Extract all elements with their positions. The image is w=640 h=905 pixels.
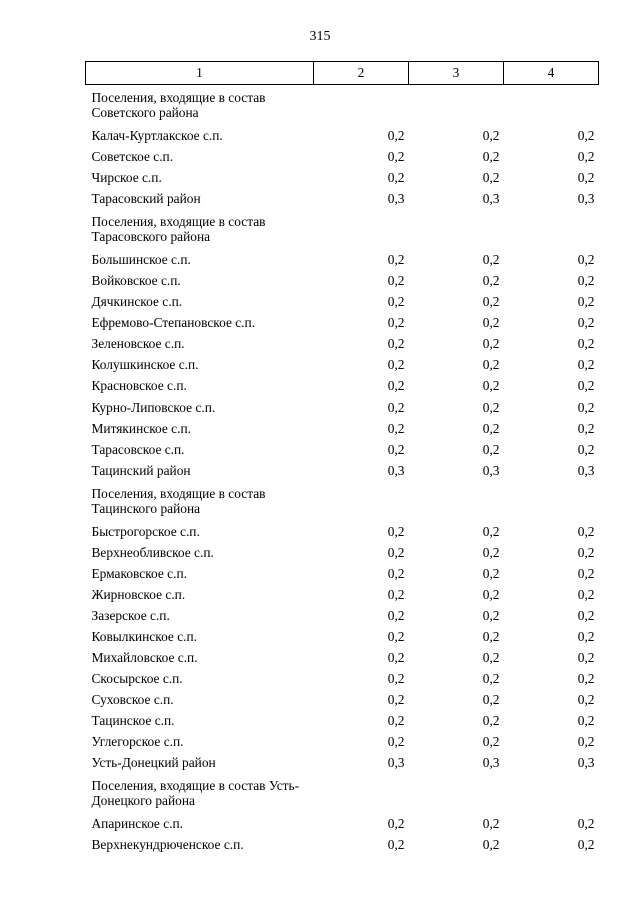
- value-col-4-cell: 0,2: [577, 734, 595, 750]
- value-col-4-cell: 0,2: [577, 544, 595, 560]
- table-row: [86, 354, 599, 375]
- value-col-3-cell: 0,2: [482, 170, 500, 186]
- value-col-3-cell: [409, 481, 504, 521]
- value-col-2-cell: 0,2: [387, 399, 405, 415]
- value-col-2-cell: 0,3: [387, 191, 405, 207]
- value-col-3-cell: 0,2: [482, 713, 500, 729]
- value-col-3-cell: 0,2: [482, 837, 500, 853]
- table-row: [86, 834, 599, 855]
- value-col-4-cell: 0,2: [577, 357, 595, 373]
- value-col-2-cell: 0,2: [387, 816, 405, 832]
- settlement-name-cell: Скосырское с.п.: [91, 671, 183, 687]
- table-group-row: [86, 209, 599, 249]
- value-col-3-cell: 0,2: [482, 378, 500, 394]
- value-col-2-cell: 0,2: [387, 837, 405, 853]
- table-group-row: [86, 773, 599, 813]
- table-row: [86, 605, 599, 626]
- settlement-name-cell: Тацинское с.п.: [91, 713, 175, 729]
- settlement-name-cell: Митякинское с.п.: [91, 420, 191, 436]
- data-table: [85, 61, 599, 855]
- value-col-2-cell: 0,2: [387, 128, 405, 143]
- settlement-name-cell: Жирновское с.п.: [91, 586, 186, 602]
- table-row: [86, 731, 599, 752]
- settlement-name-cell: Курно-Липовское с.п.: [91, 399, 216, 415]
- value-col-2-cell: 0,2: [387, 441, 405, 457]
- value-col-2-cell: 0,2: [387, 378, 405, 394]
- value-col-2-cell: 0,2: [387, 734, 405, 750]
- value-col-3-cell: 0,2: [482, 357, 500, 373]
- value-col-3-cell: 0,2: [482, 565, 500, 581]
- value-col-4-cell: 0,2: [577, 252, 595, 268]
- settlement-name-cell: Калач-Куртлакское с.п.: [91, 128, 223, 143]
- settlement-name-cell: Чирское с.п.: [91, 170, 162, 186]
- value-col-3-cell: 0,2: [482, 649, 500, 665]
- value-col-4-cell: 0,2: [577, 649, 595, 665]
- value-col-2-cell: 0,2: [387, 420, 405, 436]
- settlement-name-cell: Поселения, входящие в состав Тацинского района: [91, 485, 266, 516]
- settlement-name-cell: Ковылкинское с.п.: [91, 628, 198, 644]
- value-col-3-cell: [409, 85, 504, 126]
- table-row: [86, 312, 599, 333]
- table-row: [86, 249, 599, 270]
- value-col-2-cell: 0,2: [387, 252, 405, 268]
- value-col-4-cell: 0,2: [577, 378, 595, 394]
- value-col-2-cell: 0,2: [387, 586, 405, 602]
- value-col-4-cell: [504, 773, 599, 813]
- settlement-name-cell: Тарасовское с.п.: [91, 441, 185, 457]
- settlement-name-cell: Быстрогорское с.п.: [91, 523, 200, 539]
- header-col-2: 2: [314, 62, 409, 85]
- settlement-name-cell: Усть-Донецкий район: [91, 755, 216, 771]
- value-col-2-cell: 0,2: [387, 315, 405, 331]
- table-group-row: [86, 85, 599, 126]
- value-col-4-cell: [504, 481, 599, 521]
- value-col-4-cell: 0,2: [577, 315, 595, 331]
- value-col-3-cell: 0,3: [482, 462, 500, 478]
- settlement-name-cell: Поселения, входящие в состав Усть-Донецкого района: [91, 778, 300, 809]
- value-col-4-cell: [504, 85, 599, 126]
- value-col-3-cell: 0,2: [482, 816, 500, 832]
- value-col-3-cell: 0,2: [482, 149, 500, 165]
- value-col-3-cell: 0,2: [482, 441, 500, 457]
- table-row: [86, 584, 599, 605]
- value-col-4-cell: 0,2: [577, 149, 595, 165]
- value-col-4-cell: 0,2: [577, 420, 595, 436]
- table-row: [86, 167, 599, 188]
- value-col-4-cell: 0,2: [577, 586, 595, 602]
- value-col-3-cell: 0,2: [482, 128, 500, 143]
- value-col-4-cell: 0,2: [577, 399, 595, 415]
- value-col-4-cell: 0,2: [577, 628, 595, 644]
- settlement-name-cell: Апаринское с.п.: [91, 816, 184, 832]
- settlement-name-cell: Углегорское с.п.: [91, 734, 184, 750]
- value-col-3-cell: 0,2: [482, 294, 500, 310]
- table-row: [86, 647, 599, 668]
- header-col-1: 1: [86, 62, 314, 85]
- header-row: [86, 62, 599, 85]
- value-col-4-cell: [504, 209, 599, 249]
- header-col-3: 3: [409, 62, 504, 85]
- table-row: [86, 333, 599, 354]
- table-row: [86, 689, 599, 710]
- value-col-4-cell: 0,2: [577, 523, 595, 539]
- settlement-name-cell: Поселения, входящие в состав Советского района: [91, 90, 266, 120]
- settlement-name-cell: Советское с.п.: [91, 149, 174, 165]
- table-body: [86, 85, 599, 856]
- value-col-4-cell: 0,2: [577, 692, 595, 708]
- header-col-4: 4: [504, 62, 599, 85]
- value-col-3-cell: 0,2: [482, 315, 500, 331]
- table-row: [86, 563, 599, 584]
- value-col-2-cell: 0,2: [387, 336, 405, 352]
- value-col-3-cell: 0,2: [482, 336, 500, 352]
- settlement-name-cell: Михайловское с.п.: [91, 649, 198, 665]
- value-col-3-cell: 0,2: [482, 692, 500, 708]
- value-col-4-cell: 0,2: [577, 607, 595, 623]
- table-row: [86, 146, 599, 167]
- value-col-3-cell: 0,2: [482, 734, 500, 750]
- settlement-name-cell: Колушкинское с.п.: [91, 357, 199, 373]
- value-col-4-cell: 0,2: [577, 565, 595, 581]
- table-row: [86, 752, 599, 773]
- value-col-2-cell: 0,2: [387, 628, 405, 644]
- value-col-2-cell: 0,2: [387, 170, 405, 186]
- value-col-4-cell: 0,2: [577, 837, 595, 853]
- value-col-4-cell: 0,2: [577, 816, 595, 832]
- value-col-3-cell: 0,2: [482, 628, 500, 644]
- value-col-4-cell: 0,2: [577, 441, 595, 457]
- value-col-3-cell: 0,2: [482, 420, 500, 436]
- value-col-3-cell: 0,2: [482, 586, 500, 602]
- settlement-name-cell: Верхнекундрюченское с.п.: [91, 837, 244, 853]
- value-col-3-cell: 0,2: [482, 544, 500, 560]
- settlement-name-cell: Поселения, входящие в состав Тарасовского района: [91, 214, 266, 245]
- table-row: [86, 460, 599, 481]
- table-row: [86, 291, 599, 312]
- value-col-4-cell: 0,2: [577, 713, 595, 729]
- settlement-name-cell: Большинское с.п.: [91, 252, 191, 268]
- table-row: [86, 270, 599, 291]
- value-col-3-cell: 0,3: [482, 755, 500, 771]
- value-col-2-cell: 0,2: [387, 544, 405, 560]
- table-row: [86, 397, 599, 418]
- value-col-4-cell: 0,2: [577, 273, 595, 289]
- value-col-2-cell: 0,3: [387, 755, 405, 771]
- value-col-2-cell: 0,2: [387, 149, 405, 165]
- settlement-name-cell: Красновское с.п.: [91, 378, 187, 394]
- table-row: [86, 668, 599, 689]
- value-col-2-cell: [314, 209, 409, 249]
- table-row: [86, 521, 599, 542]
- value-col-4-cell: 0,2: [577, 671, 595, 687]
- settlement-name-cell: Тарасовский район: [91, 191, 201, 207]
- value-col-4-cell: 0,3: [577, 755, 595, 771]
- value-col-3-cell: [409, 209, 504, 249]
- value-col-3-cell: 0,2: [482, 607, 500, 623]
- value-col-2-cell: 0,2: [387, 273, 405, 289]
- value-col-2-cell: 0,2: [387, 523, 405, 539]
- value-col-3-cell: 0,2: [482, 273, 500, 289]
- value-col-2-cell: 0,2: [387, 671, 405, 687]
- table-row: [86, 710, 599, 731]
- value-col-2-cell: 0,2: [387, 357, 405, 373]
- settlement-name-cell: Ефремово-Степановское с.п.: [91, 315, 256, 331]
- value-col-4-cell: 0,2: [577, 294, 595, 310]
- value-col-4-cell: 0,3: [577, 462, 595, 478]
- value-col-3-cell: 0,2: [482, 399, 500, 415]
- value-col-2-cell: 0,2: [387, 692, 405, 708]
- page-number: 315: [309, 29, 331, 44]
- table-header: [86, 62, 599, 85]
- table-group-row: [86, 481, 599, 521]
- table-row: [86, 626, 599, 647]
- value-col-3-cell: 0,2: [482, 523, 500, 539]
- value-col-4-cell: 0,2: [577, 128, 595, 143]
- value-col-2-cell: 0,2: [387, 649, 405, 665]
- value-col-3-cell: [409, 773, 504, 813]
- table-row: [86, 542, 599, 563]
- settlement-name-cell: Верхнеобливское с.п.: [91, 544, 214, 560]
- value-col-4-cell: 0,3: [577, 191, 595, 207]
- table-row: [86, 188, 599, 209]
- settlement-name-cell: Ермаковское с.п.: [91, 565, 187, 581]
- value-col-2-cell: 0,2: [387, 713, 405, 729]
- table-row: [86, 375, 599, 396]
- value-col-2-cell: [314, 85, 409, 126]
- value-col-2-cell: 0,2: [387, 294, 405, 310]
- value-col-2-cell: 0,3: [387, 462, 405, 478]
- value-col-3-cell: 0,3: [482, 191, 500, 207]
- value-col-3-cell: 0,2: [482, 671, 500, 687]
- settlement-name-cell: Тацинский район: [91, 462, 191, 478]
- settlement-name-cell: Зеленовское с.п.: [91, 336, 185, 352]
- settlement-name-cell: Суховское с.п.: [91, 692, 174, 708]
- table-row: [86, 813, 599, 834]
- table-row: [86, 125, 599, 146]
- value-col-2-cell: 0,2: [387, 565, 405, 581]
- value-col-2-cell: 0,2: [387, 607, 405, 623]
- settlement-name-cell: Дячкинское с.п.: [91, 294, 183, 310]
- value-col-4-cell: 0,2: [577, 170, 595, 186]
- value-col-2-cell: [314, 481, 409, 521]
- table-row: [86, 418, 599, 439]
- settlement-name-cell: Зазерское с.п.: [91, 607, 170, 623]
- value-col-2-cell: [314, 773, 409, 813]
- settlement-name-cell: Войковское с.п.: [91, 273, 181, 289]
- value-col-4-cell: 0,2: [577, 336, 595, 352]
- value-col-3-cell: 0,2: [482, 252, 500, 268]
- table-row: [86, 439, 599, 460]
